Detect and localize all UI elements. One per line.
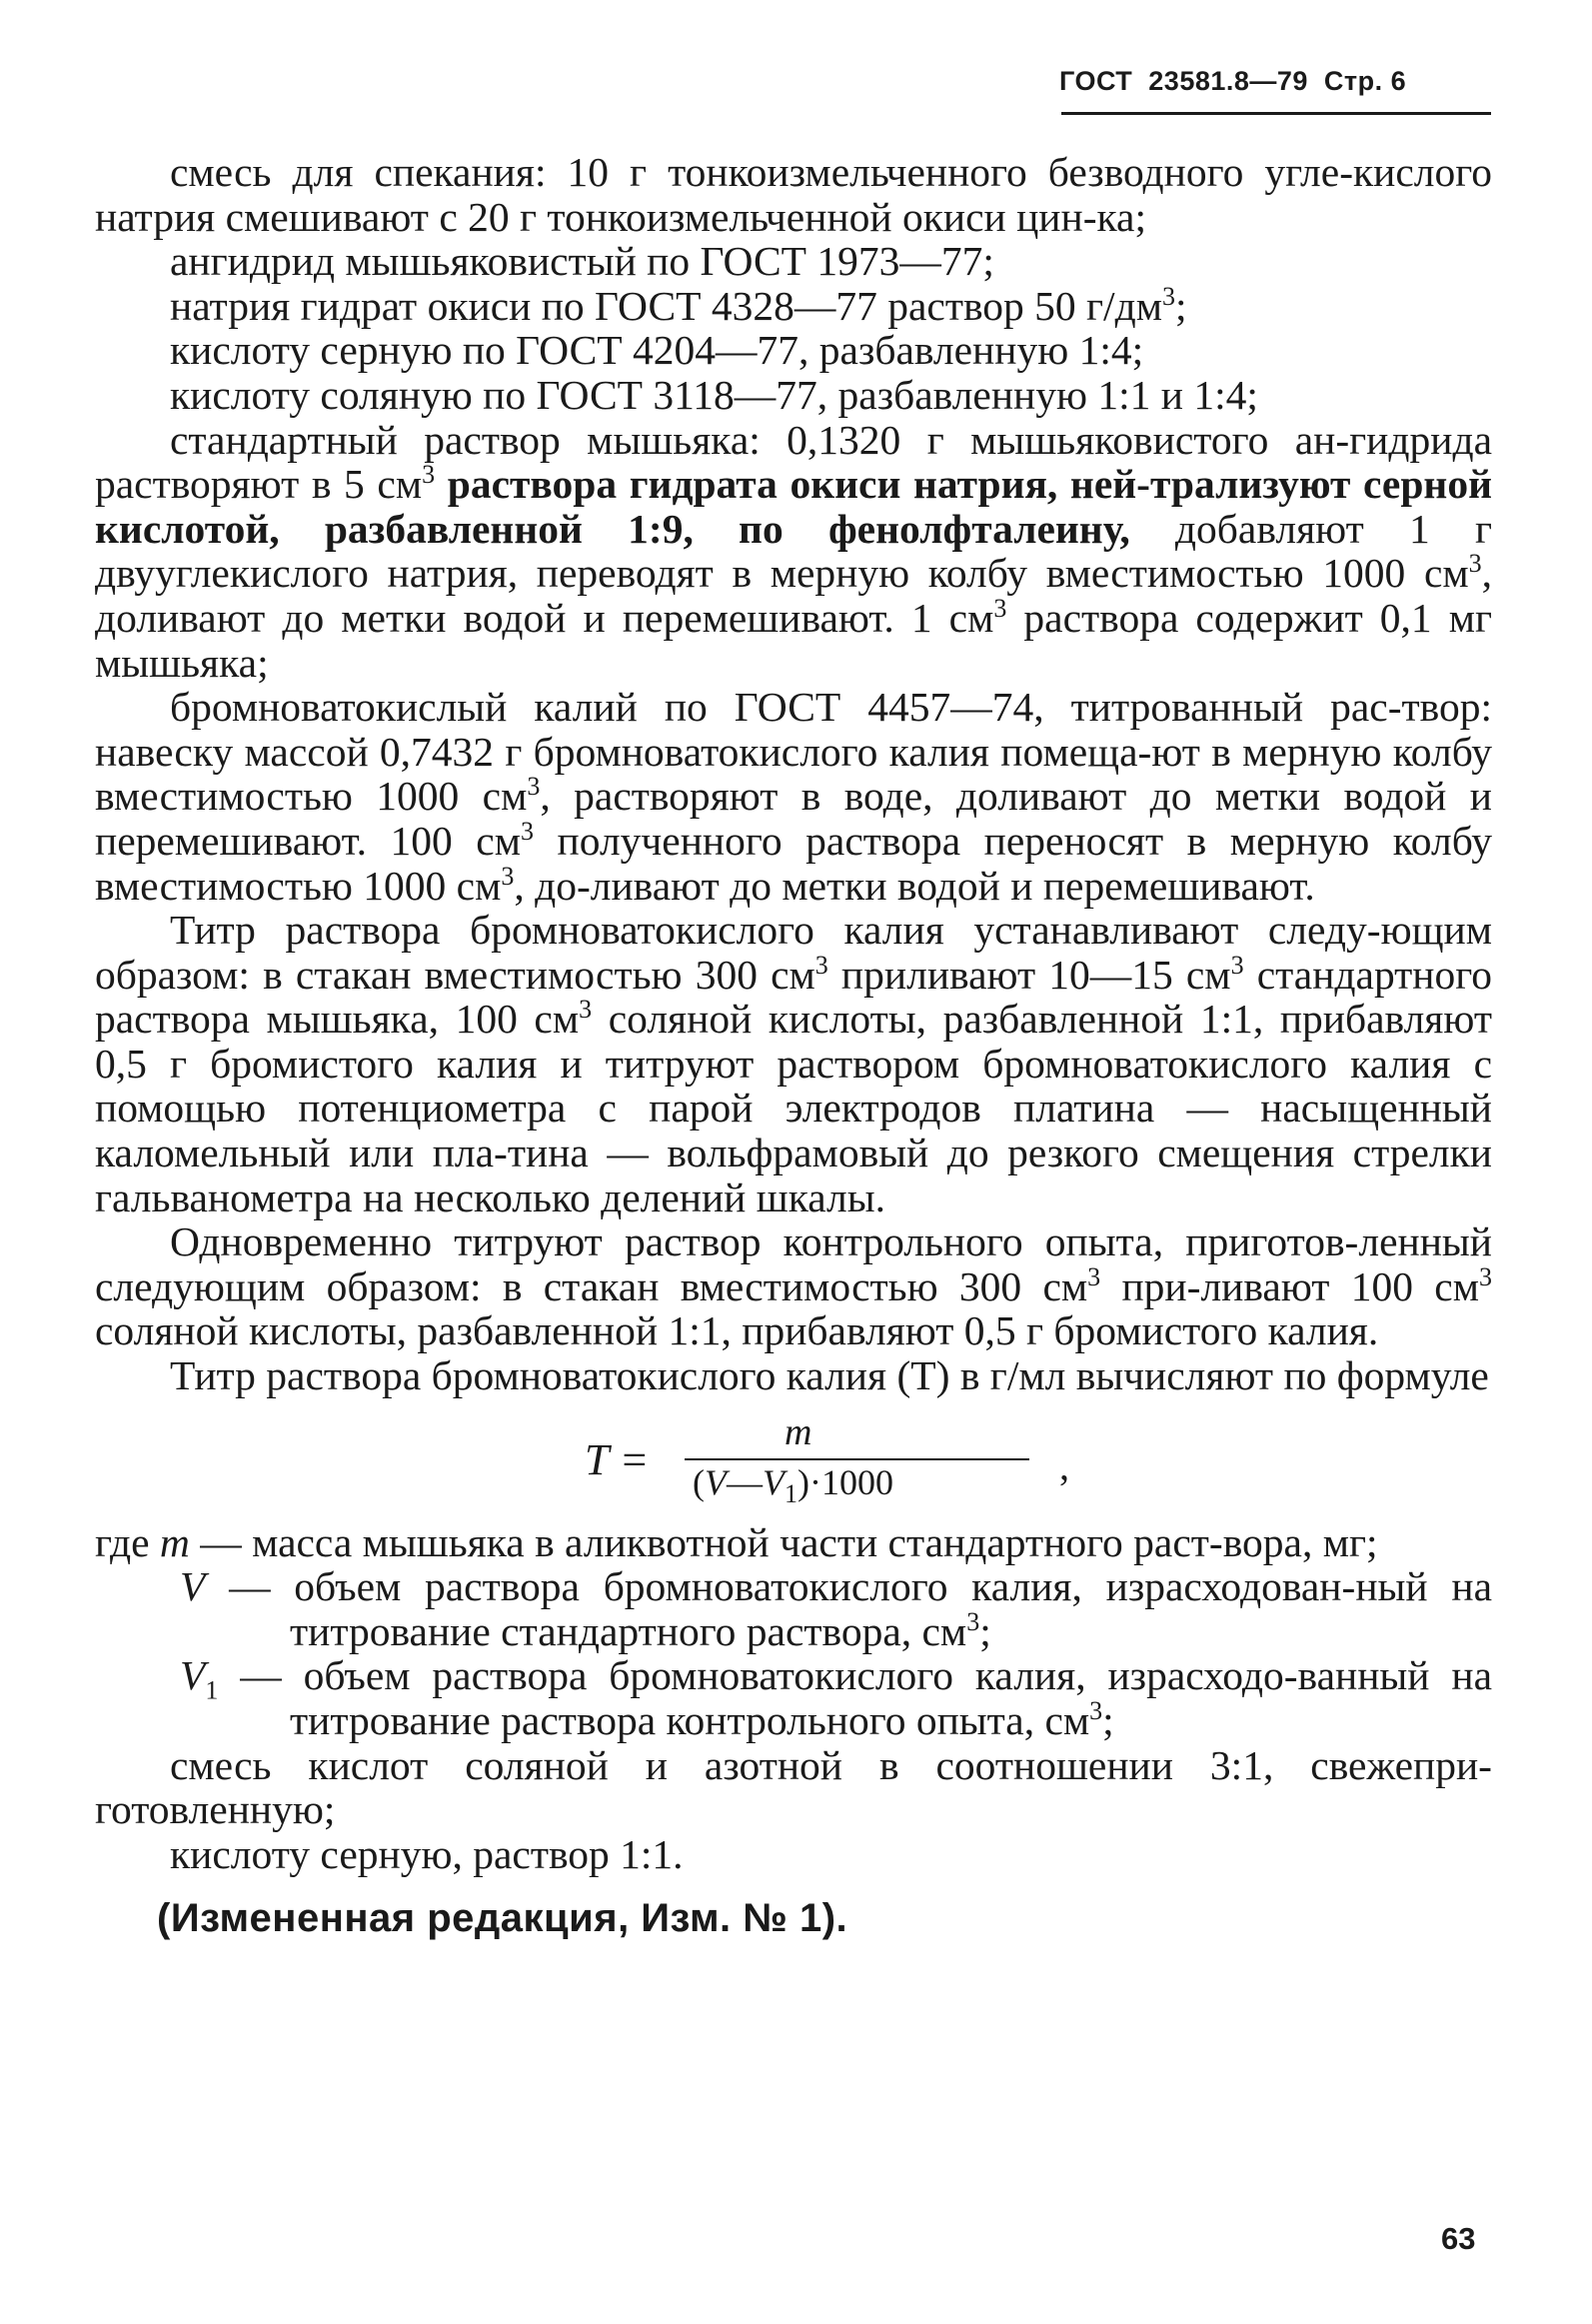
legend-v: V — объем раствора бромноватокислого калия, израсходован-ный на титрование стандартного раствора, $см^3$; (180, 1563, 1492, 1654)
formula-lhs: T = (585, 1434, 650, 1484)
formula-denominator: $(V—V_1)\cdot 1000$ (693, 1461, 893, 1508)
legend-v1: $V_1$ — объем раствора бромноватокислого калия, израсходо-ванный на титрование раствора контрольного опыта, $см^3$; (180, 1652, 1492, 1743)
paragraph-acid-mixture: смесь кислот соляной и азотной в соотношении 3:1, свежепри-готовленную; (95, 1741, 1492, 1833)
paragraph-hydrochloric-acid: кислоту соляную по ГОСТ 3118—77, разбавленную 1:1 и 1:4; (170, 371, 1258, 418)
paragraph-sulfuric-solution: кислоту серную, раствор 1:1. (170, 1830, 684, 1877)
document-body (95, 150, 1492, 1941)
header-page-label: Стр. 6 (1323, 66, 1407, 96)
legend-m: где m — масса мышьяка в аликвотной части стандартного раст-вора, мг; (95, 1518, 1378, 1565)
paragraph-sintering-mix: смесь для спекания: 10 г тонкоизмельченного безводного угле-кислого натрия смешивают с 20 г тонкоизмельченной окиси цин-ка; (95, 149, 1492, 240)
header-standard: ГОСТ (1059, 66, 1133, 96)
titre-formula (95, 1400, 1492, 1516)
formula-numerator: m (785, 1410, 812, 1453)
paragraph-arsenic-anhydride: ангидрид мышьяковистый по ГОСТ 1973—77; (170, 238, 994, 285)
page-number: 63 (1441, 2221, 1476, 2256)
header-number: 23581.8—79 (1148, 66, 1308, 96)
paragraph-titre-setup: Титр раствора бромноватокислого калия устанавливают следу-ющим образом: в стакан вместимостью 300 $см^3$ приливают 10—15 $см^3$ стандартного раствора мышьяка, 100 $см^3$ соляной кислоты, разбавленной 1:1, прибавляют 0,5 г бромистого калия и титруют раствором бромноватокислого калия с помощью потенциометра с парой электродов платина — насыщенный каломельный или пла-тина — вольфрамовый до резкого смещения стрелки гальванометра на несколько делений шкалы. (95, 907, 1492, 1220)
amendment-note: (Измененная редакция, Изм. № 1). (157, 1896, 848, 1941)
header-rule (1061, 112, 1491, 115)
paragraph-potassium-bromate: бромноватокислый калий по ГОСТ 4457—74, титрованный рас-твор: навеску массой 0,7432 г бромноватокислого калия помеща-ют в мерную колбу вместимостью 1000 $см^3$, растворяют в воде, доливают до метки водой и перемешивают. 100 $см^3$ полученного раствора переносят в мерную колбу вместимостью 1000 $см^3$, до-ливают до метки водой и перемешивают. (95, 684, 1493, 909)
paragraph-sodium-hydroxide: натрия гидрат окиси по ГОСТ 4328—77 раствор 50 $г/дм^3$; (170, 281, 1187, 329)
paragraph-titre-formula-intro: Титр раствора бромноватокислого калия (T) в г/мл вычисляют по формуле (170, 1352, 1489, 1399)
formula-comma: , (1059, 1442, 1069, 1488)
paragraph-sulfuric-acid: кислоту серную по ГОСТ 4204—77, разбавленную 1:4; (170, 327, 1144, 374)
paragraph-standard-solution: стандартный раствор мышьяка: 0,1320 г мышьяковистого ан-гидрида растворяют в 5 $см^3$ раствора гидрата окиси натрия, ней-трализуют серной кислотой, разбавленной 1:9, по фенолфталеину, добавляют 1 г двууглекислого натрия, переводят в мерную колбу вместимостью 1000 $см^3$, доливают до метки водой и перемешивают. 1 $см^3$ раствора содержит 0,1 мг мышьяка; (95, 416, 1493, 686)
page-header (1059, 66, 1422, 97)
paragraph-control-experiment: Одновременно титруют раствор контрольного опыта, приготов-ленный следующим образом: в стакан вместимостью 300 $см^3$ при-ливают 100 $см^3$ соляной кислоты, разбавленной 1:1, прибавляют 0,5 г бромистого калия. (95, 1218, 1492, 1354)
